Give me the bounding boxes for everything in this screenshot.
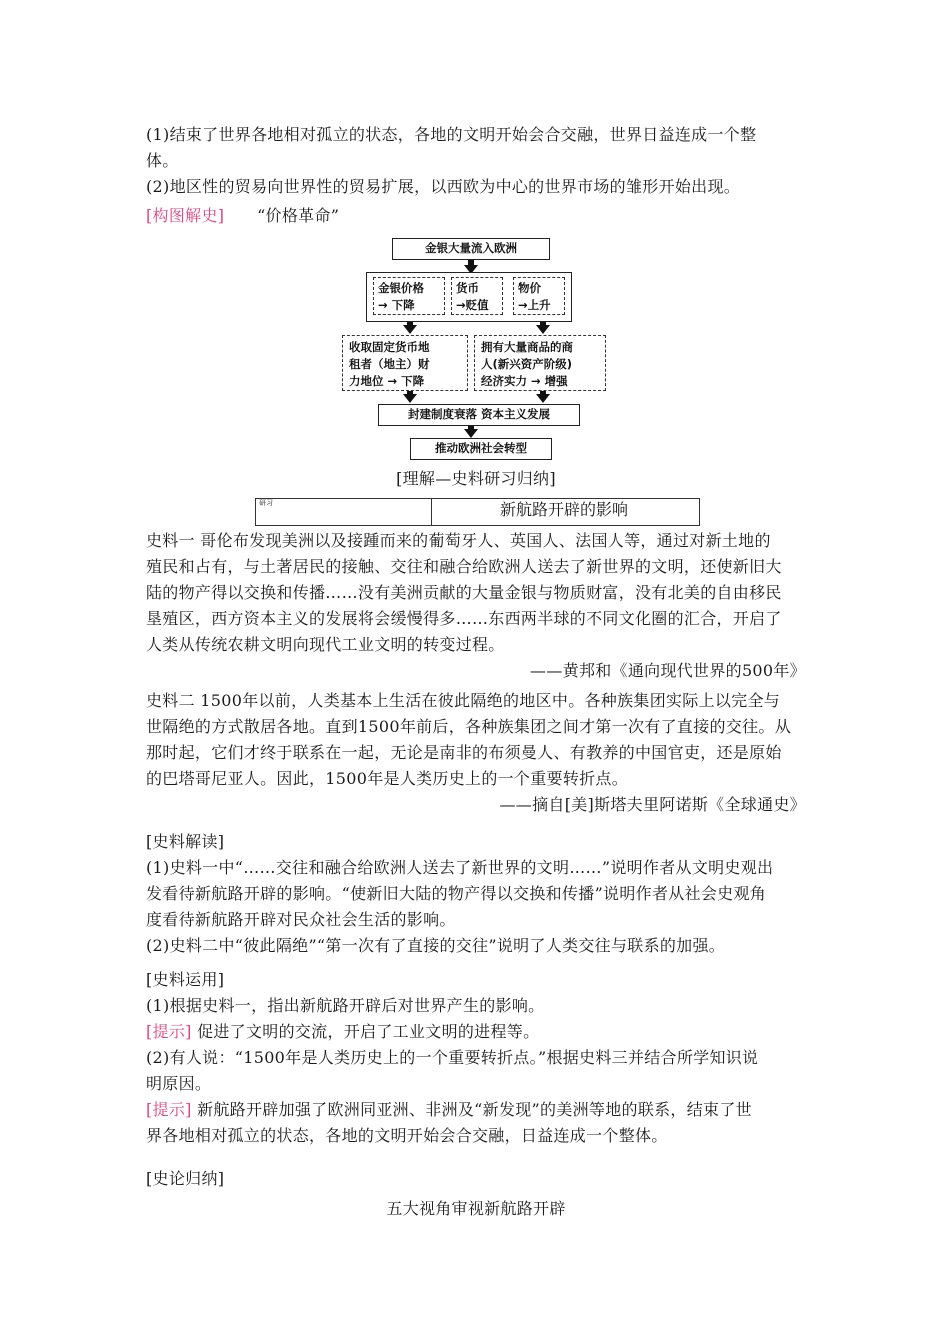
intro-paragraph-2: (2)地区性的贸易向世界性的贸易扩展，以西欧为中心的世界市场的雏形开始出现。 xyxy=(146,177,741,196)
source-1 xyxy=(146,528,806,684)
flow-box-prices xyxy=(513,277,565,315)
source-line: 史料一 哥伦布发现美洲以及接踵而来的葡萄牙人、英国人、法国人等，通过对新土地的 xyxy=(146,531,771,550)
interpretation-line: 度看待新航路开辟对民众社会生活的影响。 xyxy=(146,910,456,929)
source-line: 人类从传统农耕文明向现代工业文明的转变过程。 xyxy=(146,635,505,654)
source-line: 陆的物产得以交换和传播……没有美洲贡献的大量金银与物质财富，没有北美的自由移民 xyxy=(146,583,782,602)
flow-text: 收取固定货币地 xyxy=(349,340,430,354)
flow-text: 货币 xyxy=(456,281,479,295)
source-line: 世隔绝的方式散居各地。直到1500年前后，各种族集团之间才第一次有了直接的交往。从 xyxy=(146,717,792,736)
flow-text: 拥有大量商品的商 xyxy=(481,340,573,354)
conclusion-heading: [史论归纳] xyxy=(146,1169,225,1188)
intro-line: 体。 xyxy=(146,151,179,170)
intro-paragraph-1 xyxy=(146,122,806,174)
study-table-header xyxy=(255,498,700,526)
source-line: 史料二 1500年以前，人类基本上生活在彼此隔绝的地区中。各种族集团实际上以完全与 xyxy=(146,691,781,710)
flow-text: 力地位 → 下降 xyxy=(349,374,425,388)
flow-box-gold-inflow: 金银大量流入欧洲 xyxy=(392,238,550,260)
flow-box-landlords xyxy=(342,335,468,391)
source-line: 的巴塔哥尼亚人。因此，1500年是人类历史上的一个重要转折点。 xyxy=(146,769,629,788)
flow-text: 经济实力 → 增强 xyxy=(481,374,568,388)
answer-2 xyxy=(146,1097,806,1123)
diagram-tag: [构图解史] xyxy=(146,206,225,225)
flow-text: →贬值 xyxy=(456,298,489,312)
flow-box-effects xyxy=(366,272,572,322)
diagram-heading xyxy=(146,203,806,229)
flow-text: → 下降 xyxy=(378,298,415,312)
source-line: 那时起，它们才终于联系在一起，无论是南非的布须曼人、有教养的中国官吏，还是原始 xyxy=(146,743,782,762)
interpretation-line: (2)史料二中“彼此隔绝”“第一次有了直接的交往”说明了人类交往与联系的加强。 xyxy=(146,936,726,955)
flow-text: →上升 xyxy=(518,298,551,312)
flow-box-gold-price xyxy=(373,277,445,315)
answer-text: 新航路开辟加强了欧洲同亚洲、非洲及“新发现”的美洲等地的联系，结束了世 xyxy=(191,1100,752,1119)
price-revolution-flowchart xyxy=(330,238,620,460)
diagram-title: “价格革命” xyxy=(257,206,340,225)
flow-text: 金银价格 xyxy=(378,281,424,295)
flow-text: 租者（地主）财 xyxy=(349,357,430,371)
answer-1 xyxy=(146,1019,806,1045)
hint-label: [提示] xyxy=(146,1022,192,1041)
application-section xyxy=(146,967,806,1149)
answer-2-cont: 界各地相对孤立的状态，各地的文明开始会合交融，日益连成一个整体。 xyxy=(146,1126,668,1145)
source-citation: ——摘自[美]斯塔夫里阿诺斯《全球通史》 xyxy=(499,795,806,814)
table-tag: 研习 xyxy=(256,499,432,525)
source-citation: ——黄邦和《通向现代世界的500年》 xyxy=(530,661,806,680)
question-2: (2)有人说：“1500年是人类历史上的一个重要转折点。”根据史料三并结合所学知识说 xyxy=(146,1048,759,1067)
question-1: (1)根据史料一，指出新航路开辟后对世界产生的影响。 xyxy=(146,996,545,1015)
interpretation-heading: [史料解读] xyxy=(146,832,225,851)
answer-text: 促进了文明的交流，开启了工业文明的进程等。 xyxy=(191,1022,540,1041)
source-line: 垦殖区，西方资本主义的发展将会缓慢得多……东西两半球的不同文化圈的汇合，开启了 xyxy=(146,609,782,628)
intro-line: (1)结束了世界各地相对孤立的状态，各地的文明开始会合交融，世界日益连成一个整 xyxy=(146,125,757,144)
interpretation-line: (1)史料一中“……交往和融合给欧洲人送去了新世界的文明……”说明作者从文明史观出 xyxy=(146,858,774,877)
flow-text: 人(新兴资产阶级) xyxy=(481,357,573,371)
table-title: 新航路开辟的影响 xyxy=(499,500,628,519)
interpretation-line: 发看待新航路开辟的影响。“使新旧大陆的物产得以交换和传播”说明作者从社会史观角 xyxy=(146,884,767,903)
flow-box-merchants xyxy=(474,335,606,391)
source-2 xyxy=(146,688,806,818)
source-line: 殖民和占有，与土著居民的接触、交往和融合给欧洲人送去了新世界的文明，还使新旧大 xyxy=(146,557,782,576)
flow-box-currency xyxy=(451,277,503,315)
flow-box-feudal-decline: 封建制度衰落 资本主义发展 xyxy=(378,404,580,426)
application-heading: [史料运用] xyxy=(146,970,225,989)
interpretation-section xyxy=(146,829,806,959)
flow-text: 物价 xyxy=(518,281,541,295)
hint-label: [提示] xyxy=(146,1100,192,1119)
conclusion-title: 五大视角审视新航路开辟 xyxy=(386,1199,566,1218)
question-2: 明原因。 xyxy=(146,1074,212,1093)
section-heading: [理解—史料研习归纳] xyxy=(396,469,556,488)
flow-box-social-transformation: 推动欧洲社会转型 xyxy=(410,438,552,460)
